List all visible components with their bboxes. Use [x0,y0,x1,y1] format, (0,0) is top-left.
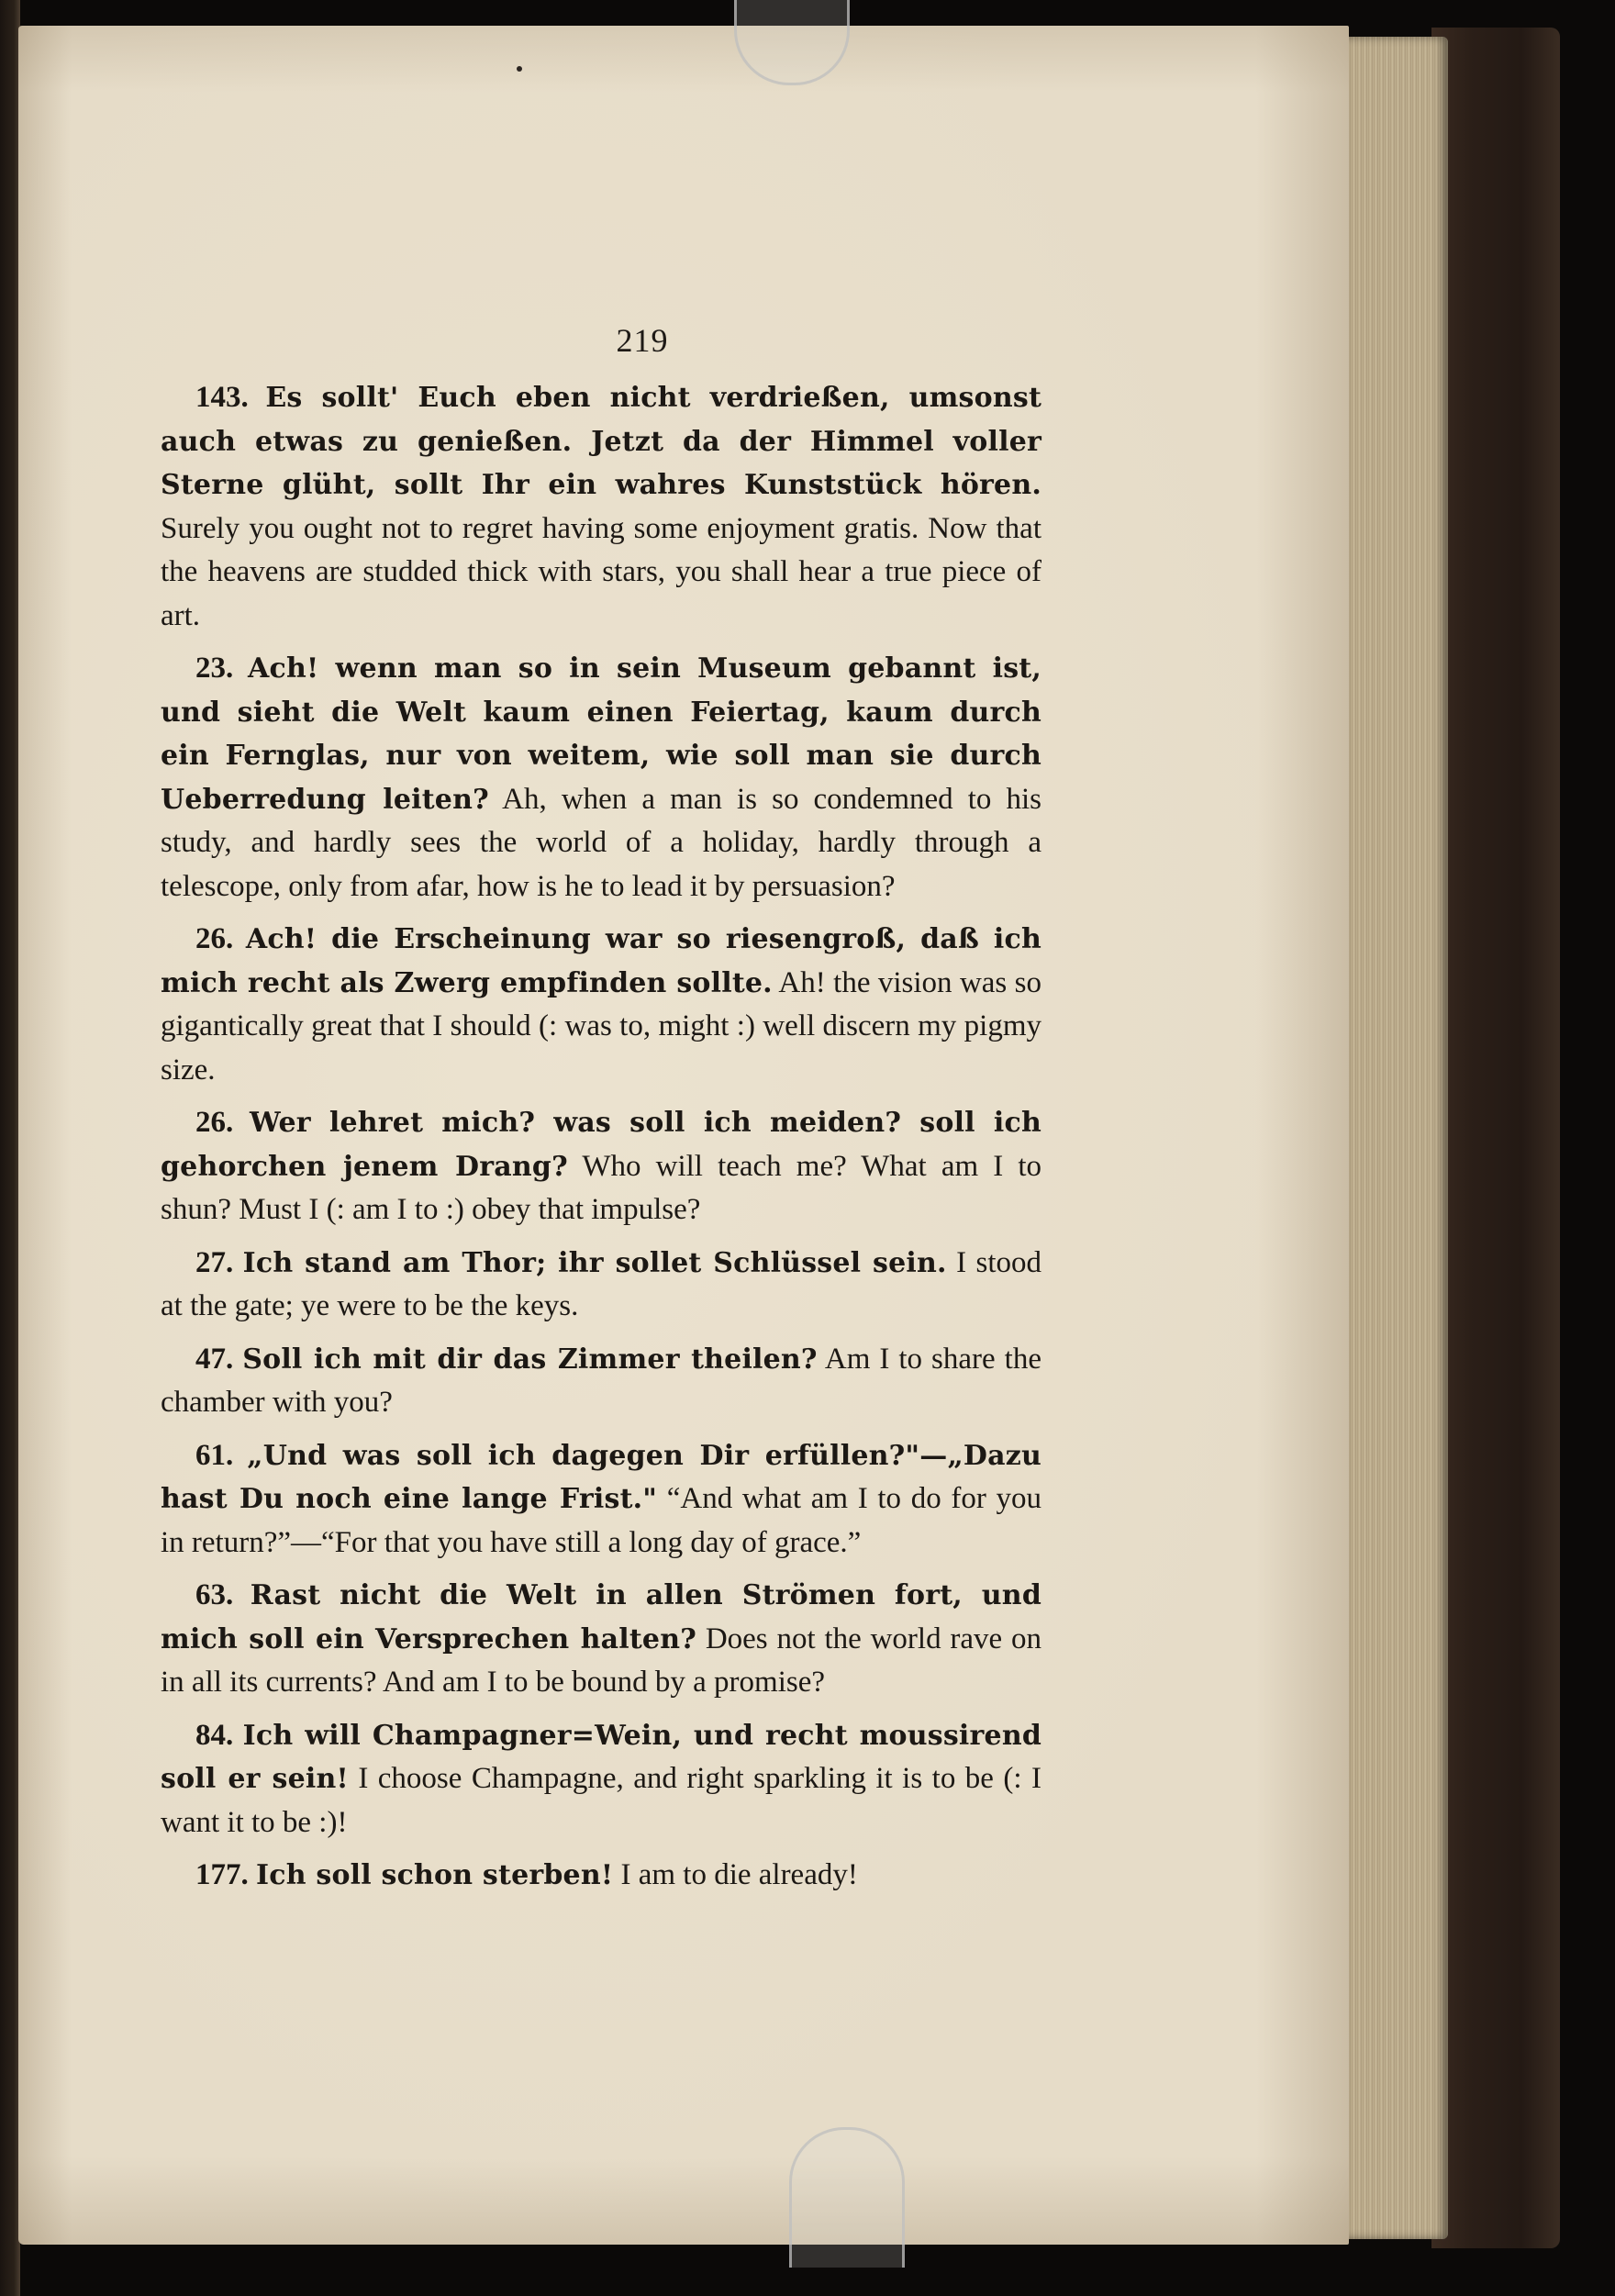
entry-number: 26. [195,1106,234,1139]
page-number: 219 [616,322,669,359]
entry-number: 143. [195,381,249,414]
english-text: Ah, when a man is so condemned to his study, and hardly sees the world of a holiday, hardly through a telescope, only from afar, how is he to lead it by persuasion? [161,782,1041,903]
german-text: Ach! die Erscheinung war so riesengroß, daß ich mich recht als Zwerg empfinden sollte. [161,923,1041,999]
english-text: Who will teach me? What am I to shun? Must I (: am I to :) obey that impulse? [161,1149,1041,1226]
page-fore-edge [1347,37,1448,2239]
english-text: Does not the world rave on in all its currents? And am I to be bound by a promise? [161,1622,1042,1699]
entry-47 [161,1338,1041,1425]
entry-26b [161,1101,1041,1232]
english-text: I choose Champagne, and right sparkling it is to be (: I want it to be :)! [161,1762,1041,1839]
entry-number: 26. [195,922,234,955]
entry-number: 177. [195,1858,249,1891]
book-cover-left [0,0,20,2296]
entry-63 [161,1574,1041,1705]
entry-27 [161,1242,1041,1329]
english-text: I am to die already! [620,1858,858,1891]
entry-number: 27. [195,1245,234,1279]
page-text [161,376,1041,1907]
english-text: I stood at the gate; ye were to be the keys. [161,1245,1042,1322]
german-text: Es sollt' Euch eben nicht verdrießen, umsonst auch etwas zu genießen. Jetzt da der Himmel voller Sterne glüht, sollt Ihr ein wahres Kunststück hören. [161,382,1041,501]
entry-number: 47. [195,1342,234,1376]
german-text: Soll ich mit dir das Zimmer theilen? [242,1343,818,1376]
entry-143 [161,376,1041,638]
english-text: “And what am I to do for you in return?”—“For that you have still a long day of grace.” [161,1482,1042,1559]
page-clip-bottom [789,2127,905,2268]
german-text: Wer lehret mich? was soll ich meiden? soll ich gehorchen jenem Drang? [161,1107,1041,1183]
german-text: Ich soll schon sterben! [256,1859,614,1891]
german-text: Ach! wenn man so in sein Museum gebannt ist, und sieht die Welt kaum einen Feiertag, kaum durch ein Fernglas, nur von weitem, wie soll man sie durch Ueberredung leiten? [161,652,1042,816]
entry-number: 23. [195,652,234,685]
english-text: Am I to share the chamber with you? [161,1342,1041,1419]
english-text: Ah! the vision was so gigantically great that I should (: was to, might :) well discern my pigmy size. [161,965,1042,1087]
entry-61 [161,1434,1041,1566]
german-text: Rast nicht die Welt in allen Strömen fort, und mich soll ein Versprechen halten? [161,1579,1041,1655]
entry-23 [161,647,1041,908]
entry-number: 63. [195,1578,234,1611]
book-cover-right [1431,28,1560,2248]
entry-177 [161,1854,1041,1898]
entry-26a [161,918,1041,1092]
ink-speck [517,66,522,72]
german-text: „Und was soll ich dagegen Dir erfüllen?"—„Dazu hast Du noch eine lange Frist." [161,1439,1041,1515]
german-text: Ich stand am Thor; ihr sollet Schlüssel sein. [242,1246,947,1279]
entry-number: 61. [195,1438,234,1472]
german-text: Ich will Champagner=Wein, und recht moussirend soll er sein! [161,1719,1042,1795]
english-text: Surely you ought not to regret having some enjoyment gratis. Now that the heavens are studded thick with stars, you shall hear a true piece of art. [161,511,1041,632]
entry-84 [161,1714,1041,1845]
entry-number: 84. [195,1718,234,1752]
